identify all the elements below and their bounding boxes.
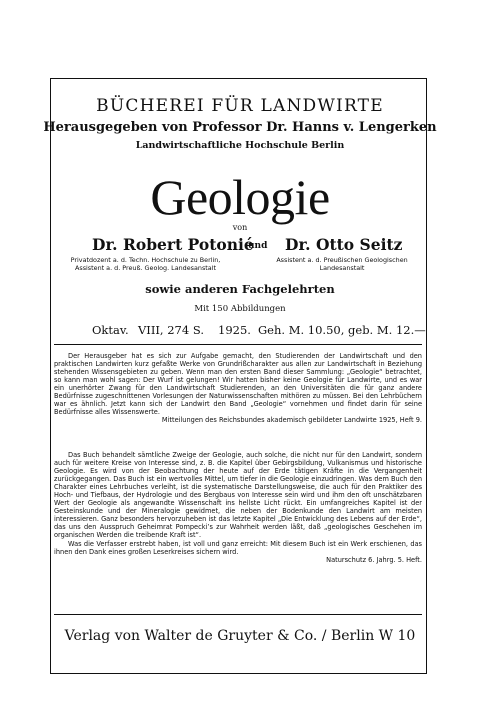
by-word: von [232, 223, 248, 232]
affiliation-line: Assistent a. d. Preußischen Geologischen [276, 256, 408, 264]
year: 1925. [218, 323, 251, 337]
review-2 [54, 451, 422, 564]
other-contributors: sowie anderen Fachgelehrten [145, 282, 335, 296]
publisher-line: Verlag von Walter de Gruyter & Co. / Berlin W 10 [64, 628, 416, 644]
affiliation-line: Assistent a. d. Preuß. Geolog. Landesanstalt [75, 264, 216, 272]
author-potonie-name: Dr. Robert Potonié [92, 235, 254, 254]
author-potonie-affiliation [58, 256, 233, 272]
affiliation-line: Landesanstalt [319, 264, 365, 272]
and-word: und [248, 241, 268, 251]
format: Oktav. [92, 323, 129, 337]
review-2-text: Das Buch behandelt sämtliche Zweige der Geologie, auch solche, die nicht nur für den Landwirt, sondern auch für weitere Kreise von Interesse sind, z. B. die Kapitel über Gebirgsbildung, Vulkanismus und historische Geologie. Es wird von der Beobachtung der heute auf der Erde tätigen Kräfte in die Vergangenheit zurückgegangen. Das Buch ist ein wertvolles Mittel, um tiefer in die Geologie einzudringen. Was dem Buch den Charakter eines Lehrbuches verleiht, ist die systematische Darstellungsweise, die auch für den Praktiker des Hoch- und Tiefbaus, der Hydrologie und des Bergbaus von Interesse sein wird und ihm den oft unschätzbaren Wert der Geologie als angewandte Wissenschaft ins hellste Licht rückt. Ein umfangreiches Kapitel ist der Gesteinskunde und der Mineralogie gewidmet, die neben der Bodenkunde den Landwirt am meisten interessieren. Ganz besonders hervorzuheben ist das letzte Kapitel „Die Entwicklung des Lebens auf der Erde“, das uns den Ausspruch Geheimrat Pompecki’s zur Wahrheit werden läßt, daß „geologisches Geschehen im organischen Werden die treibende Kraft ist“. [54, 451, 422, 540]
illustrations-note: Mit 150 Abbildungen [194, 304, 286, 314]
affiliation-line: Privatdozent a. d. Techn. Hochschule zu Berlin, [70, 256, 221, 264]
review-2-source: Naturschutz 6. Jahrg. 5. Heft. [326, 555, 422, 564]
divider-top [54, 344, 422, 345]
review-2-text-continued: Was die Verfasser erstrebt haben, ist voll und ganz erreicht: Mit diesem Buch ist ein Werk erschienen, das ihnen den Dank eines großen Leserkreises sichern wird. [54, 539, 422, 556]
editor-line: Herausgegeben von Professor Dr. Hanns v. Lengerken [43, 120, 437, 135]
review-1-source: Mitteilungen des Reichsbundes akademisch gebildeter Landwirte 1925, Heft 9. [161, 416, 422, 425]
divider-bottom [54, 614, 422, 615]
price: Geh. M. 10.50, geb. M. 12.— [258, 323, 426, 337]
review-1-text: Der Herausgeber hat es sich zur Aufgabe gemacht, den Studierenden der Landwirtschaft und den praktischen Landwirten kurz gefaßte Werke von Grundrißcharakter aus allen zur Landwirtschaft in Beziehung stehenden Wissensgebieten zu geben. Wenn man den ersten Band dieser Sammlung: „Geologie“ betrachtet, so kann man wohl sagen: Der Wurf ist gelungen! Wir hatten bisher keine Geologie für Landwirte, und es war ein unerhörter Zwang für den Landwirtschaft Studierenden, an den Universitäten die für ganz andere Bedürfnisse zugeschnittenen Vorlesungen der Naturwissenschaften mithören zu müssen. Bei den Lehrbüchern war es ähnlich. Jetzt kann sich der Landwirt den Band „Geologie“ vornehmen und findet darin für seine Bedürfnisse alles Wissenswerte. [54, 352, 422, 417]
page-count: VIII, 274 S. [138, 323, 204, 337]
author-seitz-name: Dr. Otto Seitz [285, 235, 403, 254]
institution: Landwirtschaftliche Hochschule Berlin [135, 140, 345, 151]
review-1 [54, 352, 422, 424]
series-title: BÜCHEREI FÜR LANDWIRTE [96, 96, 384, 116]
author-seitz-affiliation [262, 256, 422, 272]
book-title: Geologie [150, 169, 330, 225]
